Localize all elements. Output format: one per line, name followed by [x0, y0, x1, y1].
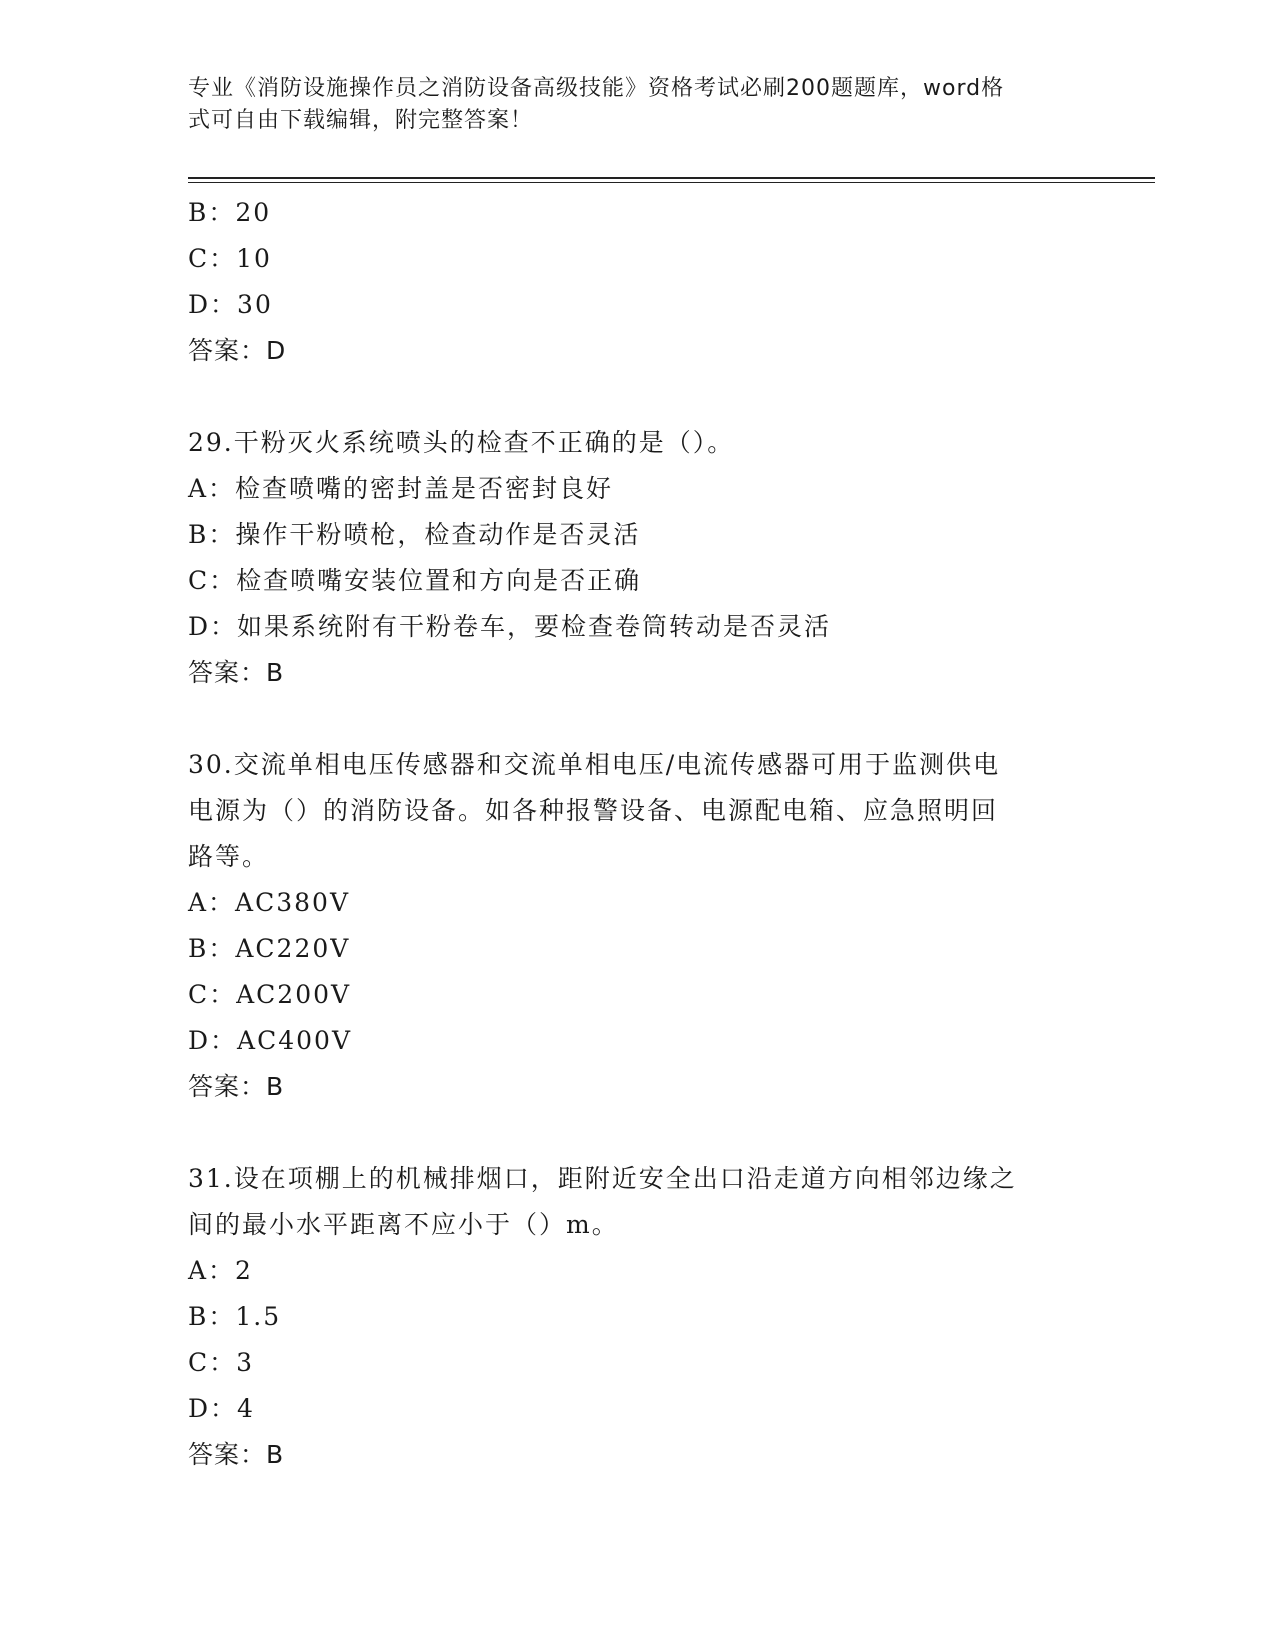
option-a: A：检查喷嘴的密封盖是否密封良好 [188, 474, 614, 503]
question-stem-line-1: 30.交流单相电压传感器和交流单相电压/电流传感器可用于监测供电 [188, 750, 1001, 779]
question-stem-line-3: 路等。 [188, 842, 270, 871]
option-d: D：4 [188, 1394, 255, 1423]
option-c: C：AC200V [188, 980, 352, 1009]
header-rule-thick [188, 177, 1155, 179]
spacer [188, 1110, 1088, 1156]
header-title-line-1: 专业《消防设施操作员之消防设备高级技能》资格考试必刷200题题库，word格 [188, 76, 1005, 101]
option-d: D：AC400V [188, 1026, 352, 1055]
option-a: A：AC380V [188, 888, 351, 917]
question-28-continued [188, 190, 1088, 374]
question-29 [188, 420, 1088, 696]
option-b: B：AC220V [188, 934, 351, 963]
option-d: D：如果系统附有干粉卷车，要检查卷筒转动是否灵活 [188, 612, 832, 641]
document-body [188, 190, 1088, 1478]
header-title-line-2: 式可自由下载编辑，附完整答案！ [188, 108, 534, 133]
option-c: C：3 [188, 1348, 255, 1377]
option-b: B：20 [188, 198, 272, 227]
answer-line: 答案：B [188, 1440, 285, 1469]
answer-line: 答案：B [188, 1072, 285, 1101]
option-b: B：操作干粉喷枪，检查动作是否灵活 [188, 520, 641, 549]
question-stem: 29.干粉灭火系统喷头的检查不正确的是（）。 [188, 428, 735, 457]
header-rule-thin [188, 182, 1155, 183]
question-stem-line-1: 31.设在项棚上的机械排烟口，距附近安全出口沿走道方向相邻边缘之 [188, 1164, 1017, 1193]
answer-line: 答案：B [188, 658, 285, 687]
option-d: D：30 [188, 290, 273, 319]
option-c: C：10 [188, 244, 272, 273]
question-30 [188, 742, 1088, 1110]
answer-line: 答案：D [188, 336, 287, 365]
question-stem-line-2: 间的最小水平距离不应小于（）m。 [188, 1210, 619, 1239]
spacer [188, 374, 1088, 420]
option-b: B：1.5 [188, 1302, 282, 1331]
option-a: A：2 [188, 1256, 253, 1285]
option-c: C：检查喷嘴安装位置和方向是否正确 [188, 566, 642, 595]
question-31 [188, 1156, 1088, 1478]
spacer [188, 696, 1088, 742]
page-header [188, 73, 1068, 137]
question-stem-line-2: 电源为（）的消防设备。如各种报警设备、电源配电箱、应急照明回 [188, 796, 999, 825]
